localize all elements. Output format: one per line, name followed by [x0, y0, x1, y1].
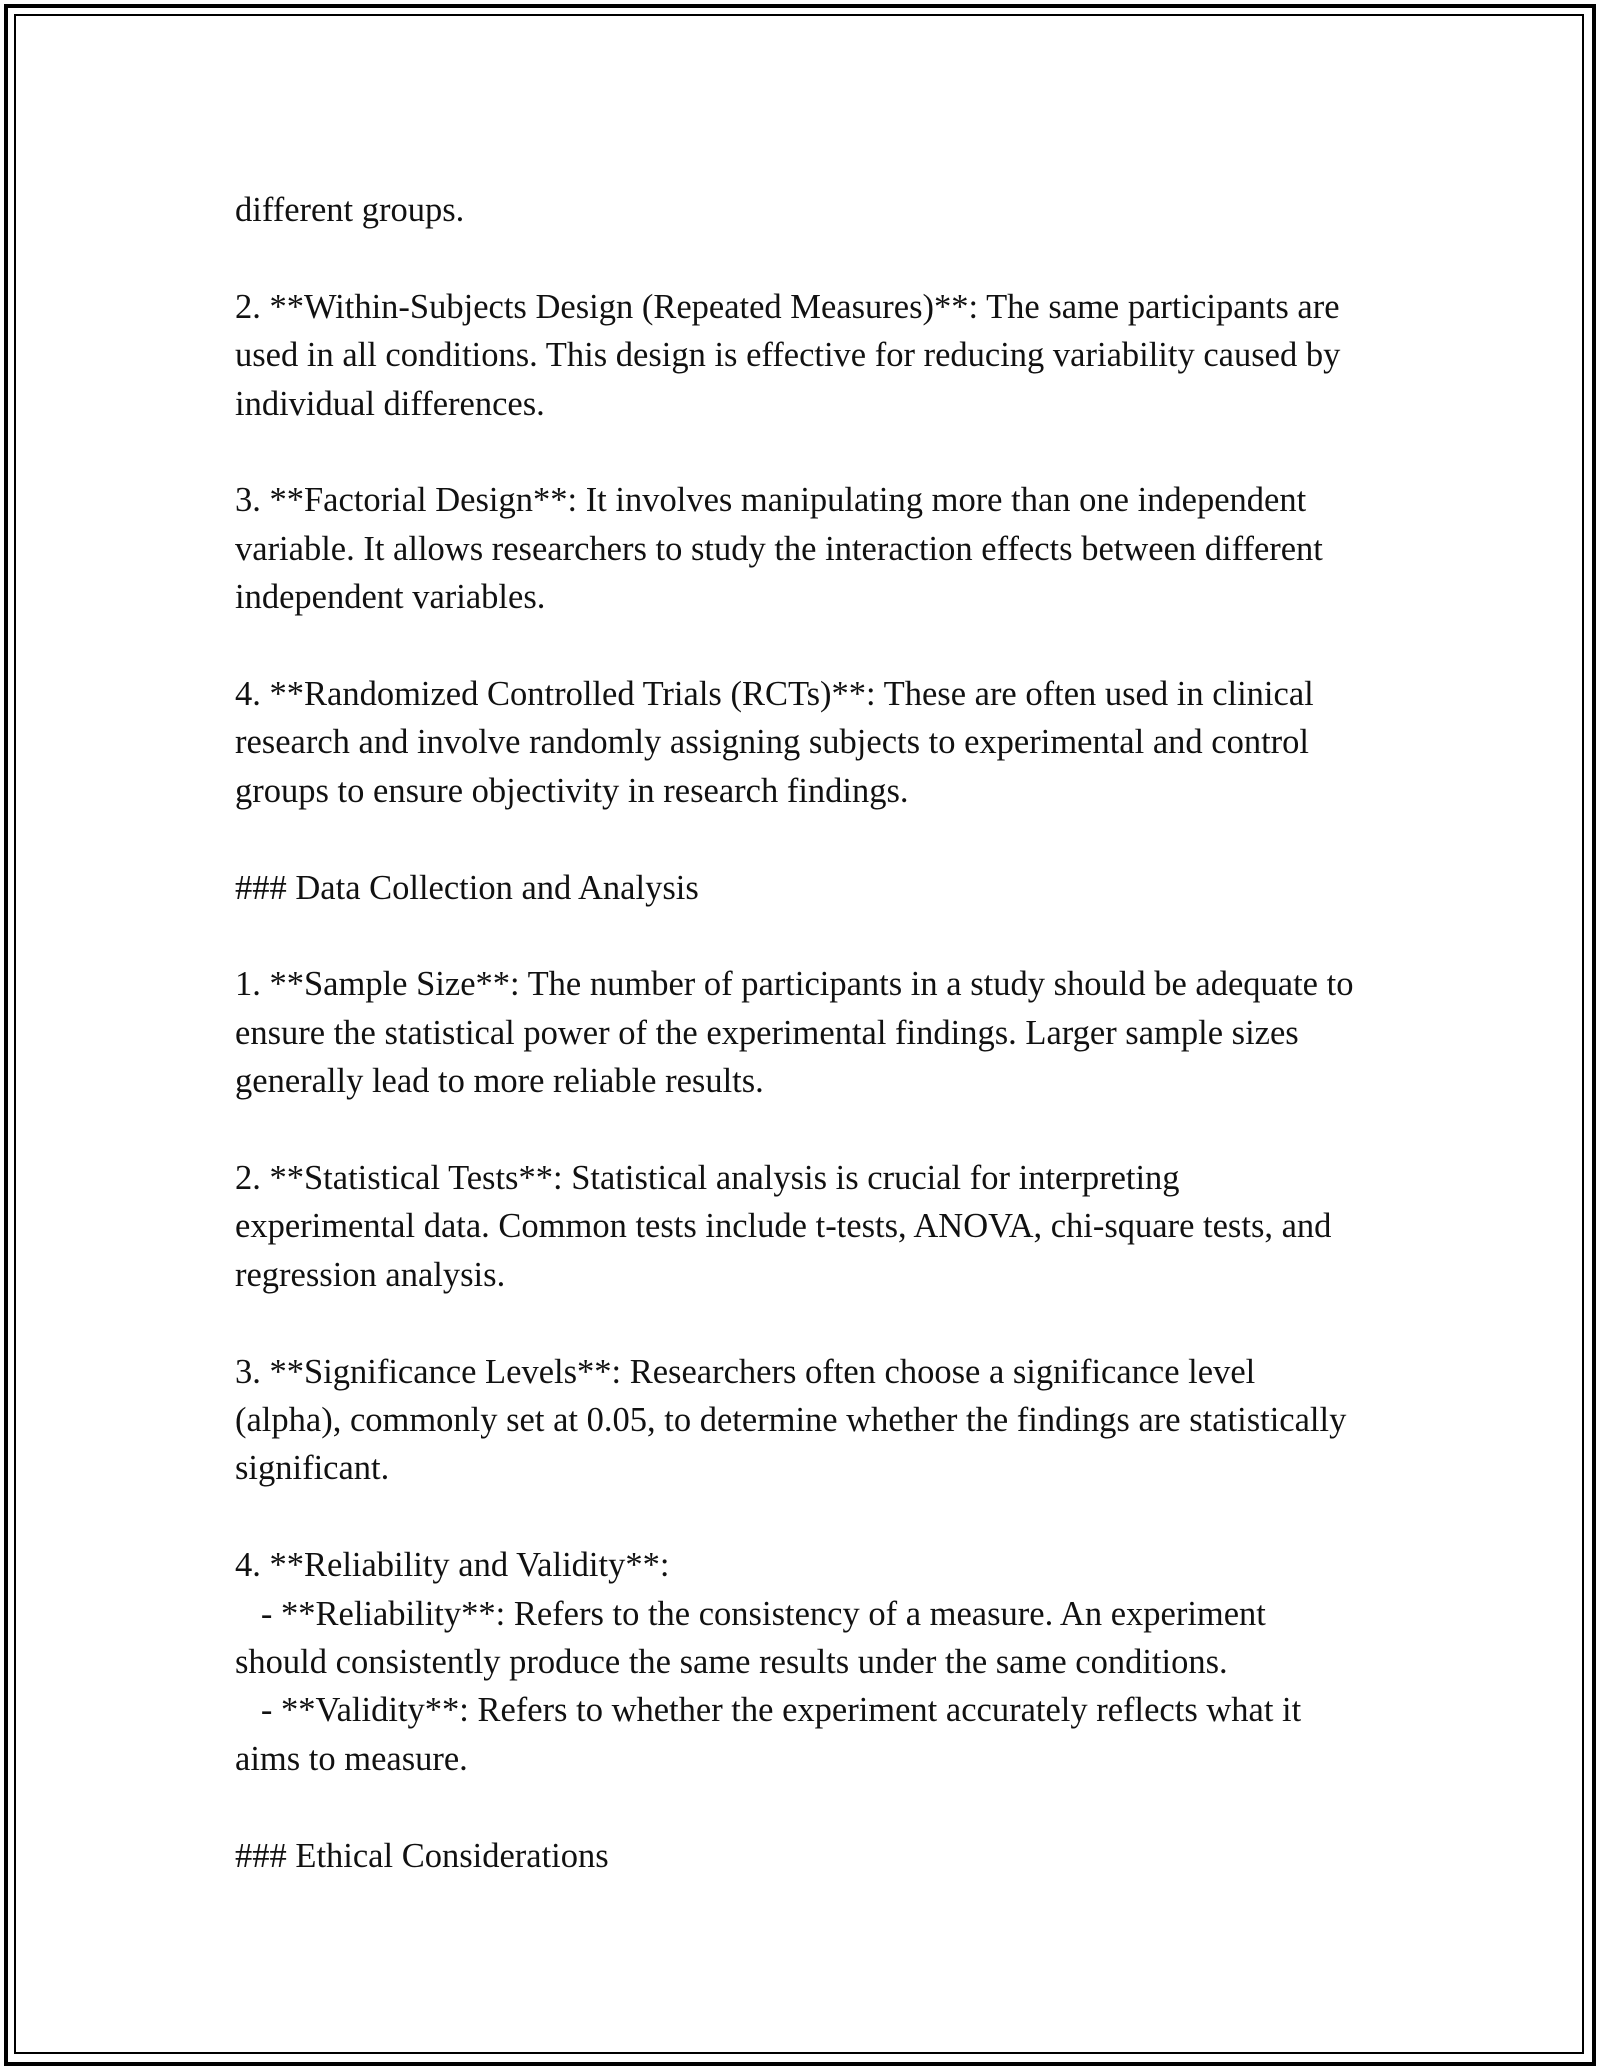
heading-data-collection-and-analysis: ### Data Collection and Analysis — [235, 868, 699, 907]
paragraph-randomized-controlled-trials: 4. **Randomized Controlled Trials (RCTs)**: These are often used in clinical research and involve randomly assigning subjects to experimental and control groups to ensure objectivity in research findings. — [235, 675, 1323, 810]
paragraph-continuation: different groups. — [235, 191, 465, 229]
paragraph-sample-size: 1. **Sample Size**: The number of participants in a study should be adequate to ensure the statistical power of the experimental findings. Larger sample sizes generally lead to more reliable results. — [235, 965, 1363, 1101]
paragraph-reliability-and-validity: 4. **Reliability and Validity**: - **Reliability**: Refers to the consistency of a measure. An experiment should consistently produce the same results under the same conditions. - **Validity**: Refers to whether the experiment accurately reflects what it aims to measure. — [235, 1546, 1302, 1778]
document-body — [235, 186, 1365, 1880]
paragraph-significance-levels: 3. **Significance Levels**: Researchers often choose a significance level (alpha), commonly set at 0.05, to determine whether the findings are statistically significant. — [235, 1352, 1355, 1488]
paragraph-factorial-design: 3. **Factorial Design**: It involves manipulating more than one independent variable. It allows researchers to study the interaction effects between different independent variables. — [235, 481, 1332, 617]
heading-ethical-considerations: ### Ethical Considerations — [235, 1836, 609, 1875]
paragraph-within-subjects-design: 2. **Within-Subjects Design (Repeated Measures)**: The same participants are used in all conditions. This design is effective for reducing variability caused by individual differences. — [235, 287, 1349, 423]
paragraph-statistical-tests: 2. **Statistical Tests**: Statistical analysis is crucial for interpreting experimental data. Common tests include t-tests, ANOVA, chi-square tests, and regression analysis. — [235, 1159, 1341, 1294]
